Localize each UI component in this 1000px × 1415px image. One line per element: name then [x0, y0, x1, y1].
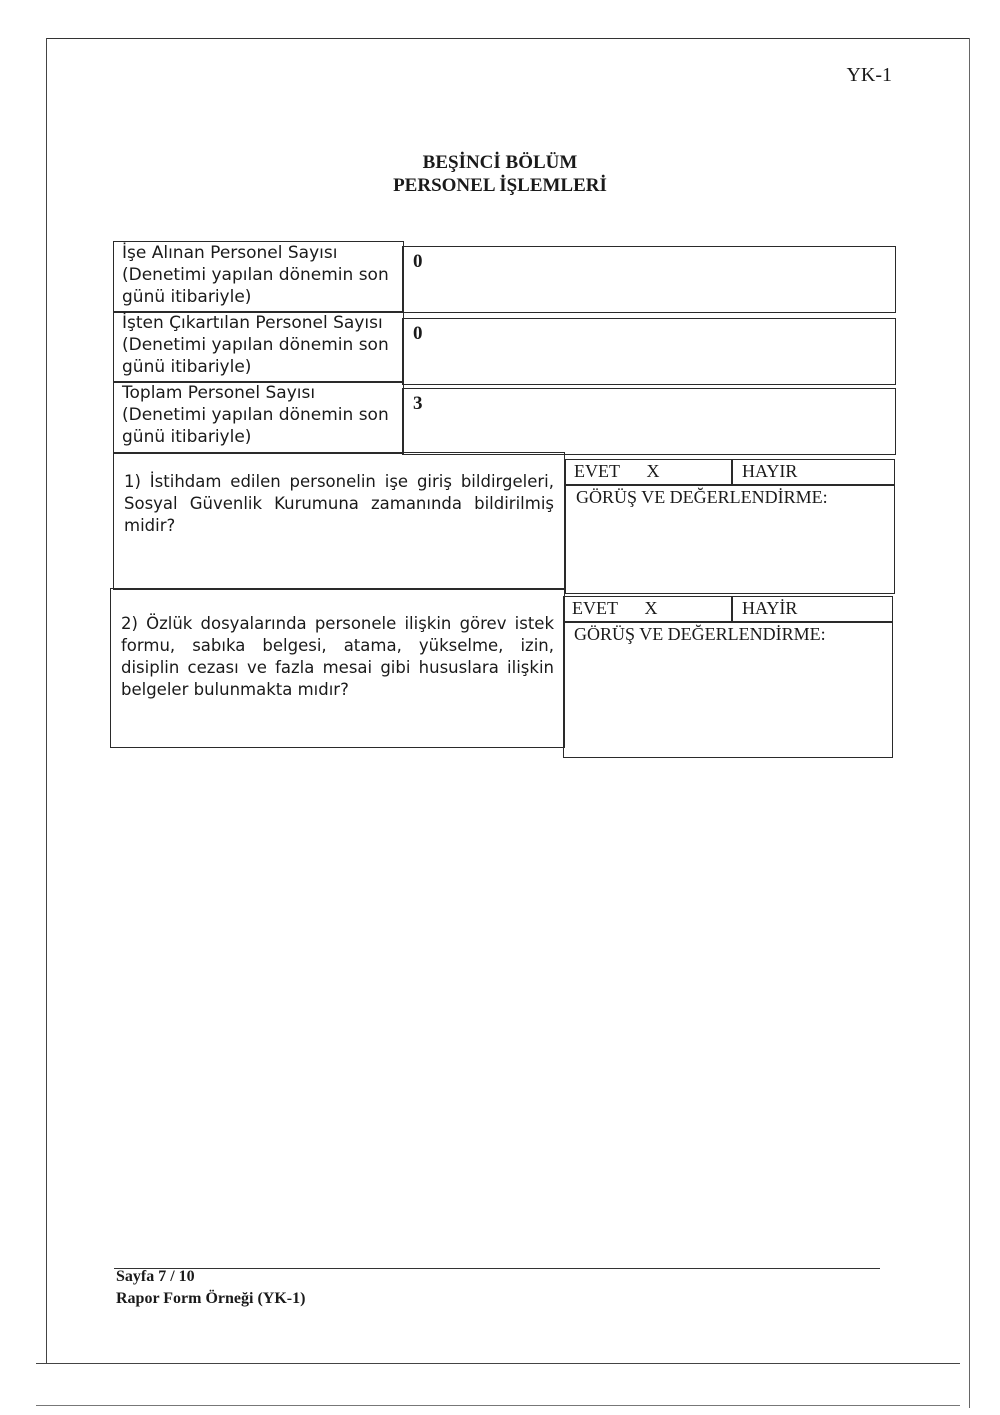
footer-form-name: Rapor Form Örneği (YK-1)	[116, 1290, 306, 1307]
personnel-dismissed-label: İşten Çıkartılan Personel Sayısı (Denetimi yapılan dönemin son günü itibariyle)	[113, 311, 404, 383]
personnel-hired-label: İşe Alınan Personel Sayısı (Denetimi yapılan dönemin son günü itibariyle)	[113, 241, 404, 313]
question-2-comment-box[interactable]: GÖRÜŞ VE DEĞERLENDİRME:	[563, 621, 893, 758]
section-title: BEŞİNCİ BÖLÜM	[422, 152, 578, 173]
footer-page-number: Sayfa 7 / 10	[116, 1268, 195, 1285]
page-edge-line	[36, 1405, 960, 1406]
footer-divider	[114, 1268, 880, 1269]
personnel-hired-value: 0	[402, 246, 896, 313]
question-1-text: 1) İstihdam edilen personelin işe giriş bildirgeleri, Sosyal Güvenlik Kurumuna zamanında bildirilmiş midir?	[113, 452, 565, 590]
question-2-yes-mark: X	[644, 598, 658, 618]
section-subtitle: PERSONEL İŞLEMLERİ	[393, 175, 607, 196]
question-1-comment-box[interactable]: GÖRÜŞ VE DEĞERLENDİRME:	[565, 484, 895, 594]
question-1-no-option[interactable]: HAYIR	[731, 459, 895, 486]
page-frame-right	[969, 38, 970, 1408]
question-2-yes-option[interactable]: EVET X	[563, 596, 733, 623]
personnel-total-label: Toplam Personel Sayısı (Denetimi yapılan dönemin son günü itibariyle)	[113, 381, 404, 454]
page-frame-top	[46, 38, 970, 39]
question-1-yes-option[interactable]: EVET X	[565, 459, 733, 486]
personnel-dismissed-value: 0	[402, 318, 896, 385]
page-frame-left	[46, 38, 47, 1363]
question-1-yes-mark: X	[646, 461, 660, 481]
question-2-no-option[interactable]: HAYİR	[731, 596, 893, 623]
page-frame-bottom	[36, 1363, 960, 1364]
question-2-text: 2) Özlük dosyalarında personele ilişkin görev istek formu, sabıka belgesi, atama, yükselme, izin, disiplin cezası ve fazla mesai gibi hususlara ilişkin belgeler bulunmakta mıdır?	[110, 588, 565, 748]
form-code: YK-1	[846, 64, 892, 86]
personnel-total-value: 3	[402, 388, 896, 455]
